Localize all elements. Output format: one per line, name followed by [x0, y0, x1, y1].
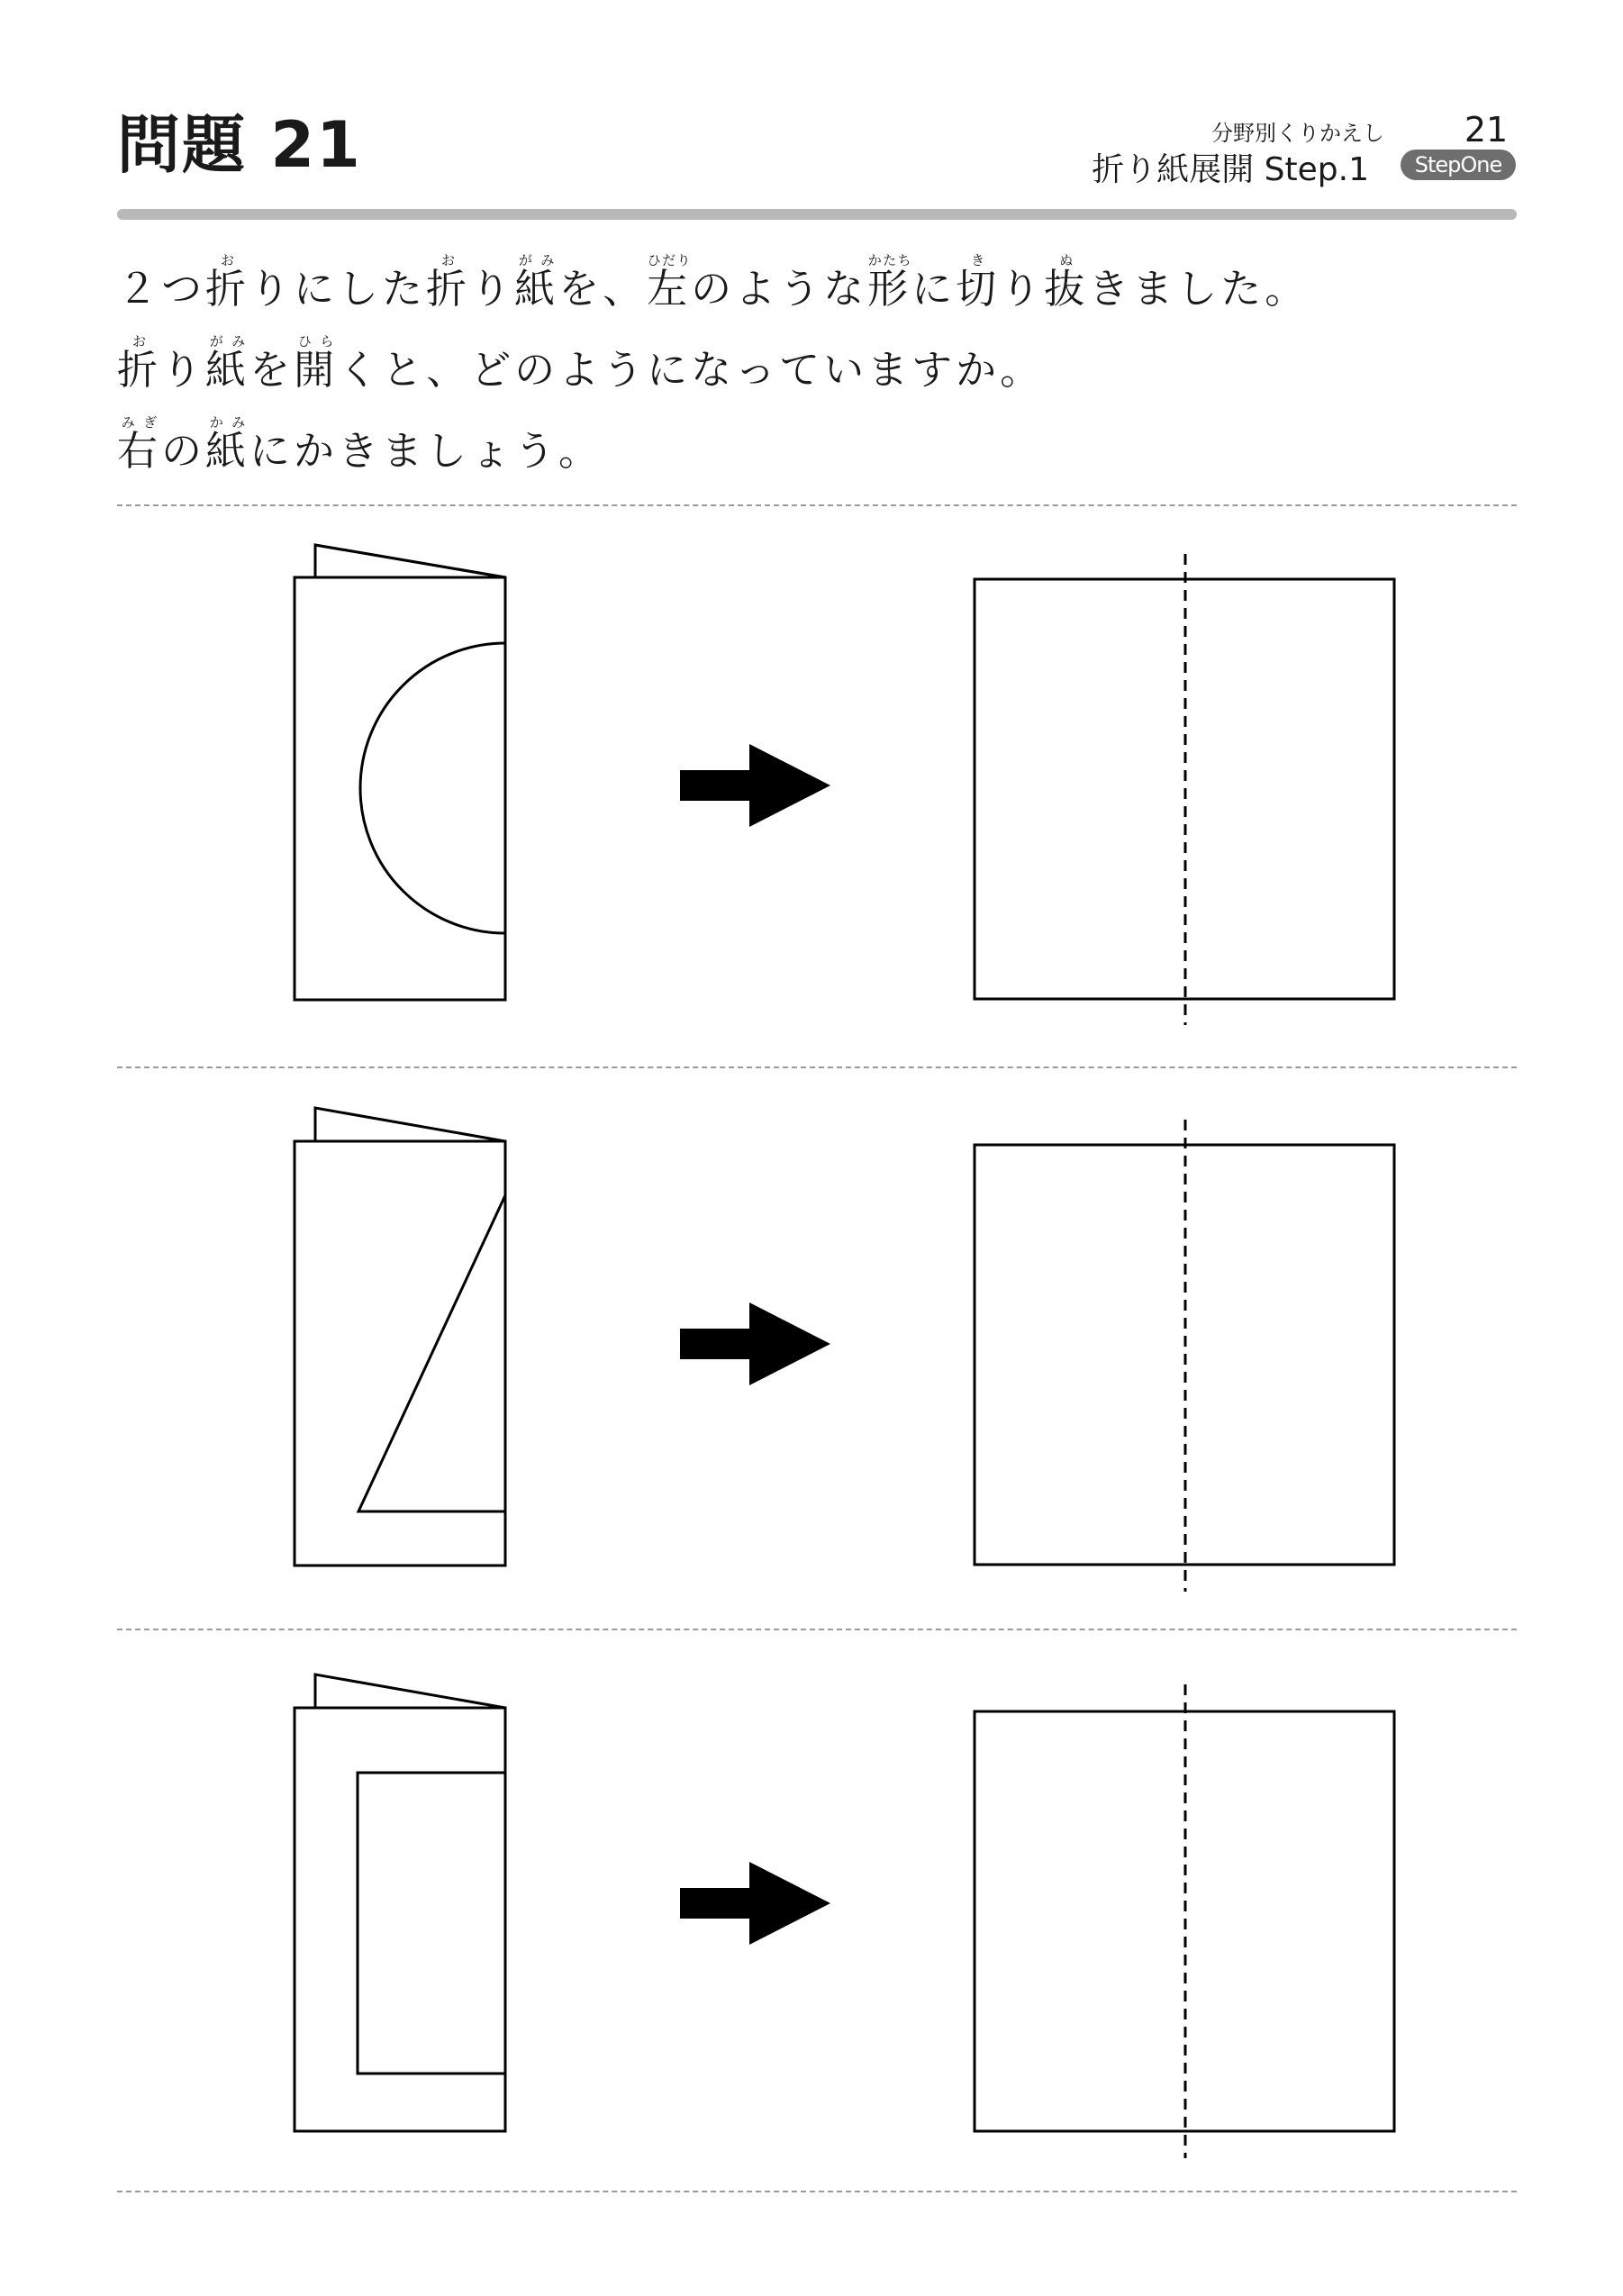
instruction-text: に: [911, 265, 957, 313]
folded-paper-2: [295, 1108, 505, 1565]
instruction-text: り: [161, 346, 206, 394]
answer-square-1: [975, 554, 1394, 1025]
ruby-base: 切: [956, 265, 1001, 313]
furigana: ひだり: [647, 252, 692, 268]
furigana: お: [117, 333, 162, 349]
series-label: 分野別くりかえし: [1211, 121, 1384, 146]
ruby-base: 形: [867, 265, 912, 313]
ruby-base: 紙: [205, 427, 250, 475]
page-number: 21: [1464, 110, 1509, 150]
ruby-base: 紙: [514, 265, 559, 313]
instruction-text: り: [1000, 265, 1045, 313]
ruby-base: 折: [205, 265, 250, 313]
brand-badge: StepOne: [1401, 150, 1516, 180]
instruction-text: の: [161, 427, 206, 475]
problem-1: [295, 545, 1394, 1025]
folded-paper-3: [295, 1674, 505, 2131]
furigana: かたち: [867, 252, 912, 268]
instruction-text: にかきましょう。: [249, 427, 603, 475]
furigana: がみ: [514, 252, 559, 268]
instruction-text: を: [249, 346, 295, 394]
ruby-base: 折: [117, 346, 162, 394]
ruby-base: 折: [426, 265, 471, 313]
furigana: みぎ: [117, 414, 162, 431]
worksheet-subtitle: 折り紙展開 Step.1: [1092, 151, 1369, 188]
answer-square-3: [975, 1684, 1394, 2158]
ruby-base: 開: [294, 346, 339, 394]
ruby-base: 抜: [1044, 265, 1089, 313]
folded-paper-1: [295, 545, 505, 1000]
furigana: がみ: [205, 333, 250, 349]
furigana: かみ: [205, 414, 250, 431]
instruction-text: を、: [558, 265, 648, 313]
furigana: ぬ: [1044, 252, 1089, 268]
problem-3: [295, 1674, 1394, 2158]
ruby-base: 左: [647, 265, 692, 313]
ruby-base: 紙: [205, 346, 250, 394]
furigana: お: [205, 252, 250, 268]
furigana: ひら: [294, 333, 339, 349]
furigana: お: [426, 252, 471, 268]
problem-2: [295, 1108, 1394, 1592]
arrow-icon: [680, 744, 830, 827]
instruction-text: のような: [691, 265, 868, 313]
instruction-text: きました。: [1088, 265, 1310, 313]
instruction-text: り: [470, 265, 515, 313]
arrow-icon: [680, 1862, 830, 1945]
arrow-icon: [680, 1302, 830, 1385]
instruction-text: ２つ: [117, 265, 206, 313]
page-title: 問題 21: [117, 108, 362, 182]
furigana: き: [956, 252, 1001, 268]
instruction-text: りにした: [249, 265, 427, 313]
ruby-base: 右: [117, 427, 162, 475]
answer-square-2: [975, 1120, 1394, 1592]
instruction-text: くと、どのようになっていますか。: [338, 346, 1045, 394]
